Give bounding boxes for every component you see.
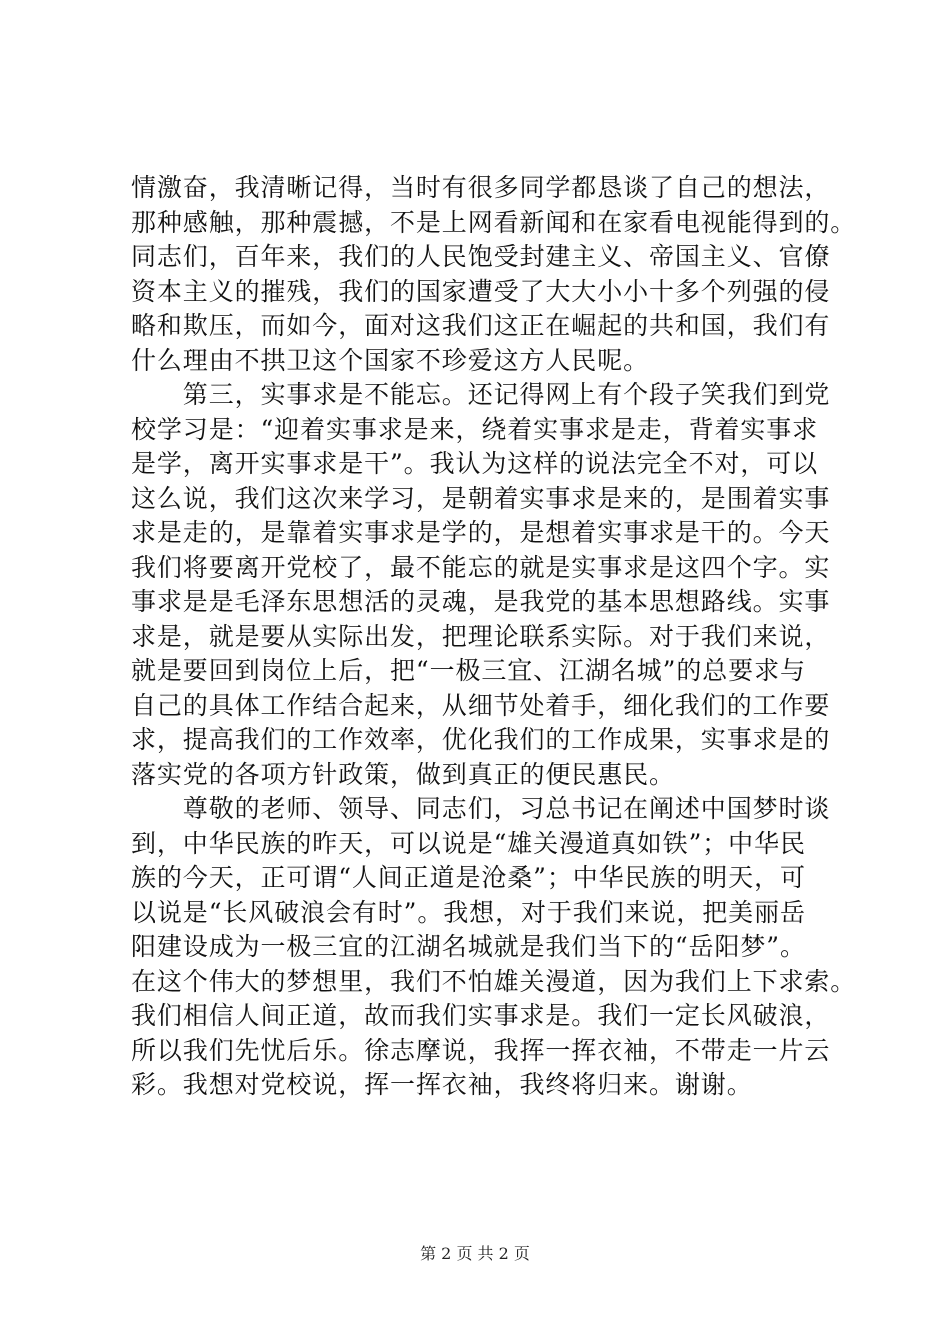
text-line: 族的今天，正可谓“人间正道是沧桑”；中华民族的明天，可: [131, 863, 806, 892]
text-line: 事求是是毛泽东思想活的灵魂，是我党的基本思想路线。实事: [131, 587, 831, 616]
text-line: 第三，实事求是不能忘。还记得网上有个段子笑我们到党: [131, 380, 831, 409]
text-line: 以说是“长风破浪会有时”。我想，对于我们来说，把美丽岳: [131, 897, 806, 927]
text-line: 落实党的各项方针政策，做到真正的便民惠民。: [131, 759, 675, 789]
text-line: 那种感触，那种震撼，不是上网看新闻和在家看电视能得到的。: [131, 207, 857, 237]
text-line: 校学习是：“迎着实事求是来，绕着实事求是走，背着实事求: [131, 414, 819, 444]
text-line: 什么理由不拱卫这个国家不珍爱这方人民呢。: [131, 345, 650, 375]
text-line: 这么说，我们这次来学习，是朝着实事求是来的，是围着实事: [131, 483, 831, 513]
page-number-footer: 第 2 页 共 2 页: [420, 1244, 530, 1263]
text-line: 在这个伟大的梦想里，我们不怕雄关漫道，因为我们上下求索。: [131, 966, 857, 996]
text-line: 求是，就是要从实际出发，把理论联系实际。对于我们来说，: [131, 621, 831, 651]
text-line: 求是走的，是靠着实事求是学的，是想着实事求是干的。今天: [131, 518, 831, 547]
text-line: 情激奋，我清晰记得，当时有很多同学都恳谈了自己的想法，: [131, 173, 831, 202]
text-line: 所以我们先忧后乐。徐志摩说，我挥一挥衣袖，不带走一片云: [131, 1035, 831, 1065]
text-line: 阳建设成为一极三宜的江湖名城就是我们当下的“岳阳梦”。: [131, 932, 806, 961]
text-line: 资本主义的摧残，我们的国家遭受了大大小小十多个列强的侵: [131, 276, 831, 306]
text-line: 尊敬的老师、领导、同志们，习总书记在阐述中国梦时谈: [131, 794, 831, 823]
body-text: [131, 171, 857, 1103]
text-line: 同志们，百年来，我们的人民饱受封建主义、帝国主义、官僚: [131, 242, 831, 271]
text-line: 是学，离开实事求是干”。我认为这样的说法完全不对，可以: [131, 449, 819, 478]
text-line: 求，提高我们的工作效率，优化我们的工作成果，实事求是的: [131, 725, 831, 754]
text-line: 自己的具体工作结合起来，从细节处着手，细化我们的工作要: [131, 690, 831, 720]
text-line: 彩。我想对党校说，挥一挥衣袖，我终将归来。谢谢。: [131, 1070, 753, 1099]
text-line: 就是要回到岗位上后，把“一极三宜、江湖名城”的总要求与: [131, 656, 806, 685]
text-line: 到，中华民族的昨天，可以说是“雄关漫道真如铁”；中华民: [131, 828, 806, 858]
text-line: 我们将要离开党校了，最不能忘的就是实事求是这四个字。实: [131, 552, 831, 582]
text-line: 我们相信人间正道，故而我们实事求是。我们一定长风破浪，: [131, 1001, 831, 1030]
text-line: 略和欺压，而如今，面对这我们这正在崛起的共和国，我们有: [131, 311, 831, 340]
